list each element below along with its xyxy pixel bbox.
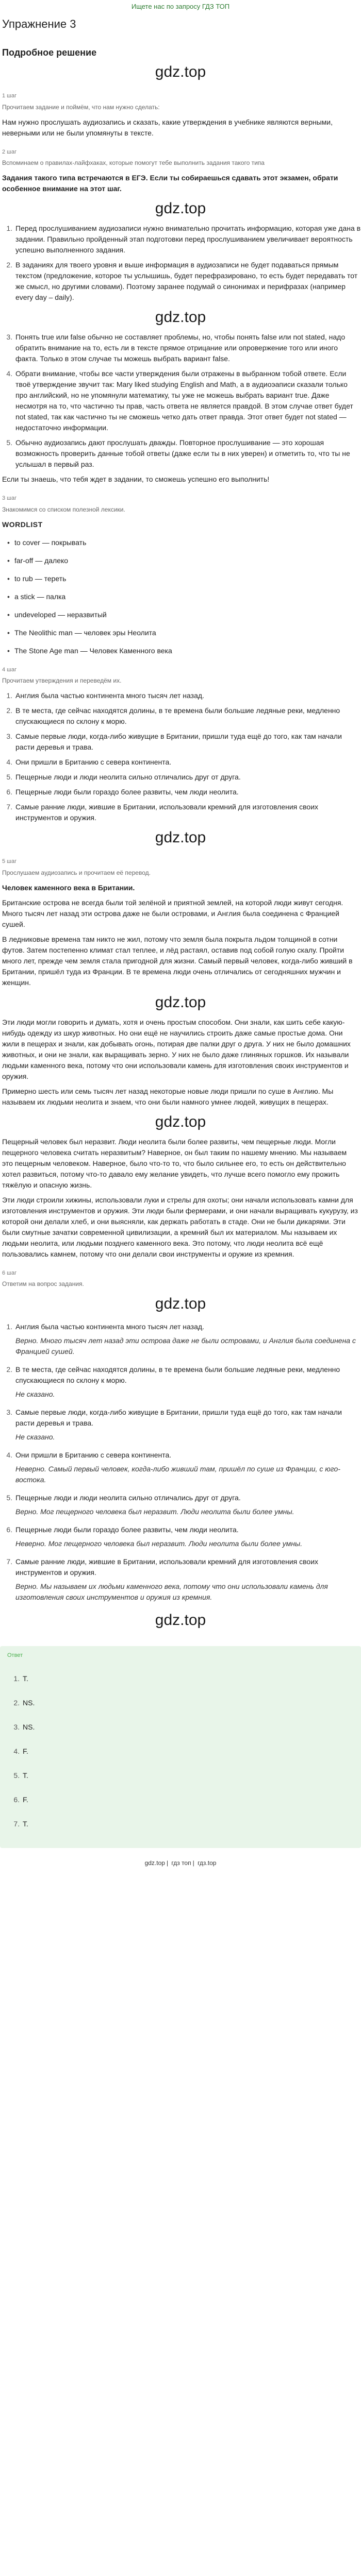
step-hint: Прочитаем утверждения и переведём их. (2, 677, 122, 684)
watermark: gdz.top (155, 200, 206, 217)
final-answers-box (0, 1646, 361, 1848)
wordlist (0, 537, 361, 656)
answer-explanation: Не сказано. (15, 1433, 55, 1441)
answer-explanation: Верно. Мы называем их людьми каменного века, потому что они использовали камень для изготовления своих инструментов и оружия из кремния. (15, 1582, 328, 1601)
word-item: • far-off — далеко (7, 555, 361, 566)
answers-explained (0, 1321, 361, 1603)
statement-item: 1. Англия была частью континента много тысяч лет назад. (14, 690, 361, 701)
statement-item: 4. Они пришли в Британию с севера континента. (14, 757, 361, 768)
answer-item (14, 1556, 361, 1603)
step-hint: Вспоминаем о правилах-лайфхаках, которые помогут тебе выполнить задания такого типа (2, 159, 265, 166)
step-hint: Ответим на вопрос задания. (2, 1280, 84, 1287)
watermark: gdz.top (155, 309, 206, 326)
solution-heading: Подробное решение (2, 47, 97, 58)
word-item: • to cover — покрывать (7, 537, 361, 548)
final-answer: 4. F. (22, 1746, 354, 1757)
top-search-link[interactable]: Ищете нас по запросу ГДЗ ТОП (131, 3, 230, 10)
final-answer: 3. NS. (22, 1722, 354, 1733)
statement-item: 5. Пещерные люди и люди неолита сильно отличались друг от друга. (14, 772, 361, 783)
watermark: gdz.top (155, 829, 206, 846)
statement-item: 3. Самые первые люди, когда-либо живущие в Британии, пришли туда ещё до того, как там начали расти деревья и трава. (14, 731, 361, 753)
translation-paragraph: В ледниковые времена там никто не жил, потому что земля была покрыта льдом толщиной в сотни футов. Затем постепенно климат стал теплее, и лёд растаял, оставив под собой голую скалу. Пройти много лет, прежде чем земля стала пригодной для жизни. Самый первый человек, когда-либо живший в Британии, пришёл туда из Франции. В те времена люди очень отличались от сегодняшних мужчин и женщин. (2, 935, 353, 987)
step-label: 3 шаг (2, 495, 17, 501)
wordlist-title: WORDLIST (2, 520, 43, 529)
translation-paragraph: Примерно шесть или семь тысяч лет назад некоторые новые люди пришли по суше в Англию. Мы называем их людьми неолита и знаем, что они были намного умнее людей, живущих в пещерах. (2, 1087, 334, 1106)
tips-list (0, 223, 361, 303)
answer-item (14, 1364, 361, 1400)
answer-explanation: Не сказано. (15, 1390, 55, 1398)
tip-item: 1. Перед прослушиванием аудиозаписи нужно внимательно прочитать информацию, которая уже дана в задании. Правильно пройденный этап подготовки перед прослушиванием увеличивает вероятность успешно выполненного задания. (14, 223, 361, 256)
step-5 (0, 857, 361, 1260)
watermark: gdz.top (155, 1113, 206, 1130)
answer-explanation: Неверно. Самый первый человек, когда-либо живший там, пришёл по суше из Франции, с юго-востока. (15, 1465, 340, 1484)
final-answer: 1. T. (22, 1673, 354, 1684)
top-banner (0, 0, 361, 12)
answer-explanation: Неверно. Мог пещерного человека был неразвит. Люди неолита были более умны. (15, 1539, 303, 1548)
answer-item (14, 1524, 361, 1549)
statement-item: 2. В те места, где сейчас находятся долины, в те времена были большие ледяные реки, медленно спускающиеся по склону к морю. (14, 705, 361, 727)
word-item: • a stick — палка (7, 591, 361, 602)
translation-paragraph: Эти люди строили хижины, использовали луки и стрелы для охоты; они начали использовать камни для изготовления инструментов и оружия. Эти люди были фермерами, и они начали выращивать кукурузу, из которой они делали хлеб, и они выясняли, как держать работать в стаде. Они не были дикарями. Эти были смутные зачатки современной цивилизации, а кремний был их материалом. Мы называем их людьми неолита, или людьми позднего каменного века. Это потому, что люди неолита всё ещё пользовались камнем, потому что они делали свои инструменты и оружие из кремния. (2, 1195, 358, 1258)
answers-label: Ответ (7, 1652, 23, 1658)
answer-explanation: Верно. Много тысяч лет назад эти острова даже не были островами, и Англия была соединена с Францией сушей. (15, 1336, 356, 1355)
word-item: • undeveloped — неразвитый (7, 609, 361, 620)
answer-question: 4. Они пришли в Британию с севера континента. (15, 1451, 172, 1459)
answer-item (14, 1493, 361, 1517)
step-hint: Знакомимся со списком полезной лексики. (2, 505, 125, 513)
answer-question: 2. В те места, где сейчас находятся долины, в те времена были большие ледяные реки, медленно спускающиеся по склону к морю. (15, 1365, 340, 1384)
watermark: gdz.top (155, 993, 206, 1011)
answer-item (14, 1321, 361, 1357)
step-label: 4 шаг (2, 666, 17, 673)
word-item: • The Stone Age man — Человек Каменного века (7, 646, 361, 656)
answer-explanation: Верно. Мог пещерного человека был неразвит. Люди неолита были более умны. (15, 1507, 294, 1516)
final-answer: 7. T. (22, 1819, 354, 1829)
watermark: gdz.top (155, 1612, 206, 1629)
answer-question: 1. Англия была частью континента много тысяч лет назад. (15, 1323, 204, 1331)
footer-link[interactable]: гдз.top (198, 1859, 217, 1867)
tip-item: 3. Понять true или false обычно не составляет проблемы, но, чтобы понять false или not stated, надо обратить внимание на то, есть ли в тексте прямое отрицание или опровержение того или иного факта. Только в этом случае ты можешь выбрать вариант false. (14, 332, 361, 364)
final-answer: 2. NS. (22, 1698, 354, 1708)
step-4 (0, 666, 361, 849)
answer-item (14, 1407, 361, 1443)
footer-link[interactable]: гдз топ (171, 1859, 191, 1867)
word-item: • to rub — тереть (7, 573, 361, 584)
statements-list (0, 690, 361, 823)
answer-question: 6. Пещерные люди были гораздо более развиты, чем люди неолита. (15, 1526, 239, 1534)
footer: gdz.top | гдз топ | гдз.top (144, 1859, 217, 1867)
answer-question: 7. Самые ранние люди, жившие в Британии, использовали кремний для изготовления своих инструментов и оружия. (15, 1557, 319, 1577)
answer-question: 5. Пещерные люди и люди неолита сильно отличались друг от друга. (15, 1494, 241, 1502)
translation-title: Человек каменного века в Британии. (2, 883, 135, 892)
translation-paragraph: Британские острова не всегда были той зелёной и приятной землей, на которой люди живут сегодня. Много тысяч лет назад эти острова даже не были островами, и Англия была соединена с Францией сушей. (2, 898, 343, 928)
step-3 (0, 494, 361, 656)
step-2 (0, 148, 361, 485)
step-question: Если ты знаешь, что тебя ждет в задании, то сможешь успешно его выполнить! (2, 475, 270, 483)
tip-item: 2. В заданиях для твоего уровня и выше информация в аудиозаписи не будет подаваться прямым текстом (предложение, которое ты услышишь, будет перефразировано, то есть будет передавать тот же смысл, но другими словами). Поэтому заранее подумай о синонимах и перифразах (например every day – daily). (14, 260, 361, 303)
page-title: Упражнение 3 (2, 18, 76, 30)
translation-paragraph: Эти люди могли говорить и думать, хотя и очень простым способом. Они знали, как шить себе какую-нибудь одежду из шкур животных. Но они ещё не научились строить даже самые простые дома. Они жили в пещерах и знали, как добывать огонь, потирая две палки друг о друга. У них не было домашних животных, и они не знали, как выращивать зерно. У них не было даже глиняных горшков. Их называли людьми каменного века, потому что они использовали камень для изготовления своих инструментов и оружия. (2, 1018, 351, 1080)
final-answers-list (7, 1673, 354, 1829)
answer-item (14, 1450, 361, 1485)
word-item: • The Neolithic man — человек эры Неолита (7, 628, 361, 638)
step-text: Нам нужно прослушать аудиозапись и сказать, какие утверждения в учебнике являются верными, неверными или не были упомянуты в тексте. (2, 117, 333, 137)
step-1 (0, 92, 361, 139)
answer-question: 3. Самые первые люди, когда-либо живущие в Британии, пришли туда ещё до того, как там начали расти деревья и трава. (15, 1408, 342, 1427)
tip-item: 4. Обрати внимание, чтобы все части утверждения были отражены в выбранном тобой ответе. Если твоё утверждение звучит так: Mary liked studying English and Math, а в аудиоэаписи сказали только про английский, но не упомянули математику, ты уже не можешь выбрать вариант true. Даже несмотря на то, что частично ты прав, часть ответа не является правдой. В этом случае ответ будет not stated, так как частично ты не сможешь четко дать ответ правда. Этот ответ будет not stated — недостаточно информации. (14, 368, 361, 433)
tip-item: 5. Обычно аудиозапись дают прослушать дважды. Повторное прослушивание — это хорошая возможность проверить данные тобой ответы (даже если ты в них уверен) и отметить то, что ты не услышал в первый раз. (14, 437, 361, 470)
step-label: 1 шаг (2, 93, 17, 99)
step-hint: Прослушаем аудиозапись и прочитаем её перевод. (2, 869, 151, 876)
translation-paragraph: Пещерный человек был неразвит. Люди неолита были более развиты, чем пещерные люди. Могли пещерного человека считать неразвитым? Наверное, он был таким по нашему мнению. Мы называем это пещерным человеком. Наверное, было что-то то, что было сильнее его, то есть он действительно хотел развиться, потому что-то давало ему желание увидеть, что лучше всего помогло ему прожить тяжёлую и опасную жизнь. (2, 1137, 347, 1189)
watermark: gdz.top (155, 1295, 206, 1312)
step-label: 5 шаг (2, 858, 17, 865)
step-label: 2 шаг (2, 148, 17, 155)
statement-item: 7. Самые ранние люди, жившие в Британии, использовали кремний для изготовления своих инструментов и оружия. (14, 802, 361, 823)
statement-item: 6. Пещерные люди были гораздо более развиты, чем люди неолита. (14, 787, 361, 798)
final-answer: 6. F. (22, 1794, 354, 1805)
step-hint: Прочитаем задание и поймём, что нам нужно сделать: (2, 103, 160, 111)
final-answer: 5. T. (22, 1770, 354, 1781)
tips-list-cont (0, 332, 361, 470)
step-intro: Задания такого типа встречаются в ЕГЭ. Если ты собираешься сдавать этот экзамен, обрати особенное внимание на этот шаг. (2, 174, 338, 193)
footer-link[interactable]: gdz.top (144, 1859, 165, 1867)
step-label: 6 шаг (2, 1269, 17, 1276)
watermark: gdz.top (155, 63, 206, 80)
step-6 (0, 1269, 361, 1631)
